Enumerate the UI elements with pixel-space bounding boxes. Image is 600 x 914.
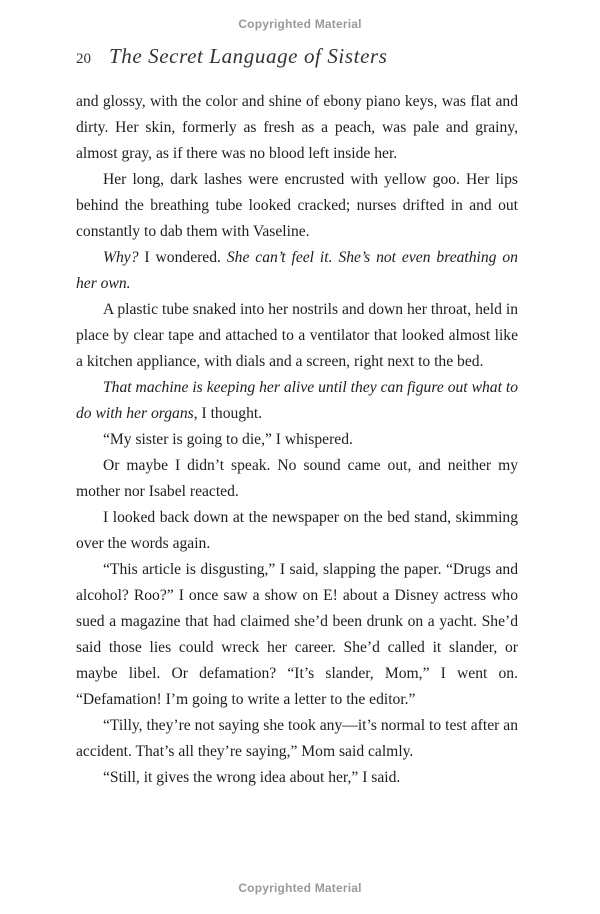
paragraph: [76, 297, 518, 375]
paragraph: [76, 89, 518, 167]
paragraph: [76, 427, 518, 453]
paragraph-text: “Tilly, they’re not saying she took any—it’s normal to test after an accident. That’s all they’re saying,” Mom said calmly.: [76, 717, 518, 760]
paragraph-text: Or maybe I didn’t speak. No sound came out, and neither my mother nor Isabel reacted.: [76, 457, 518, 500]
paragraph-text: , I thought.: [193, 405, 263, 422]
page-number: 20: [76, 51, 91, 67]
paragraph-text: A plastic tube snaked into her nostrils and down her throat, held in place by clear tape and attached to a ventilator that looked almost like a kitchen appliance, with dials and a screen, right next to the bed.: [76, 301, 518, 370]
paragraph-text: and glossy, with the color and shine of ebony piano keys, was flat and dirty. Her skin, formerly as fresh as a peach, was pale and grainy, almost gray, as if there was no blood left inside her.: [76, 93, 518, 162]
italic-thought: That machine is keeping her alive until they can figure out what to do with her organs: [76, 379, 518, 422]
italic-thought: Why?: [103, 249, 139, 266]
paragraph: [76, 505, 518, 557]
copyright-watermark-top: Copyrighted Material: [238, 17, 362, 31]
running-title: The Secret Language of Sisters: [109, 44, 388, 68]
body-text: [76, 89, 518, 791]
paragraph: [76, 765, 518, 791]
paragraph: [76, 167, 518, 245]
paragraph: [76, 713, 518, 765]
paragraph-text: I looked back down at the newspaper on the bed stand, skimming over the words again.: [76, 509, 518, 552]
paragraph: [76, 375, 518, 427]
paragraph-text: “My sister is going to die,” I whispered.: [103, 431, 353, 448]
paragraph-text: “This article is disgusting,” I said, slapping the paper. “Drugs and alcohol? Roo?” I once saw a show on E! about a Disney actress who sued a magazine that had claimed she’d been drunk on a yacht. She’d said those lies could wreck her career. She’d called it slander, or maybe libel. Or defamation? “It’s slander, Mom,” I went on. “Defamation! I’m going to write a letter to the editor.”: [76, 561, 518, 708]
copyright-watermark-bottom: Copyrighted Material: [238, 881, 362, 895]
paragraph: [76, 453, 518, 505]
running-header: [76, 44, 388, 76]
paragraph-text: “Still, it gives the wrong idea about her,” I said.: [103, 769, 401, 786]
paragraph: [76, 245, 518, 297]
paragraph: [76, 557, 518, 713]
paragraph-text: Her long, dark lashes were encrusted with yellow goo. Her lips behind the breathing tube looked cracked; nurses drifted in and out constantly to dab them with Vaseline.: [76, 171, 518, 240]
paragraph-text: I wondered.: [138, 249, 227, 266]
italic-thought: She can’t feel it. She’s not even breathing on her own.: [76, 249, 518, 292]
